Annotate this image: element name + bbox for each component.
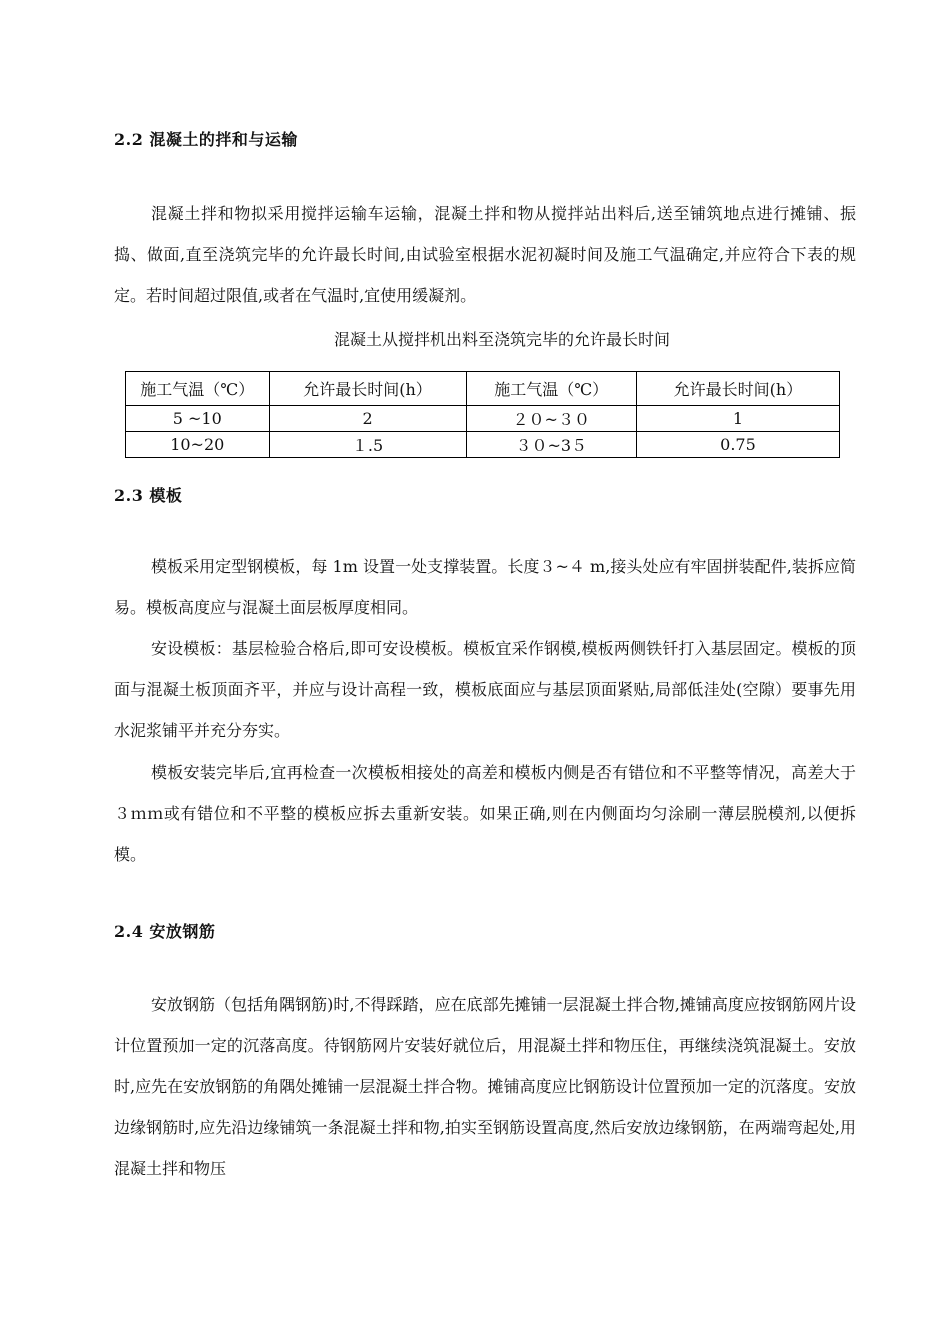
- section-heading-2-2: 2.2 混凝土的拌和与运输: [114, 130, 298, 149]
- section-heading-2-3: 2.3 模板: [114, 486, 183, 505]
- paragraph-formwork-spec: 模板采用定型钢模板，每 1m 设置一处支撑装置。长度３~４ m,接头处应有牢固拼装配件,装拆应简易。模板高度应与混凝土面层板厚度相同。: [114, 557, 856, 617]
- table-cell: 0.75: [636, 432, 839, 458]
- table-row: [126, 432, 840, 458]
- allowed-time-table: [125, 371, 840, 458]
- table-header-cell: 允许最长时间(h）: [269, 372, 466, 406]
- table-header-row: [126, 372, 840, 406]
- table-caption: 混凝土从搅拌机出料至浇筑完毕的允许最长时间: [333, 330, 670, 349]
- section-heading-2-4: 2.4 安放钢筋: [114, 922, 216, 941]
- table-cell: 10~20: [126, 432, 270, 458]
- paragraph-formwork-install: 安设模板：基层检验合格后,即可安设模板。模板宜采作钢模,模板两侧铁钎打入基层固定。模板的顶面与混凝土板顶面齐平，并应与设计高程一致，模板底面应与基层顶面紧贴,局部低洼处(空隙）要事先用水泥浆铺平并充分夯实。: [114, 639, 856, 740]
- paragraph-mixing-transport: 混凝土拌和物拟采用搅拌运输车运输，混凝土拌和物从搅拌站出料后,送至铺筑地点进行摊铺、振捣、做面,直至浇筑完毕的允许最长时间,由试验室根据水泥初凝时间及施工气温确定,并应符合下表的规定。若时间超过限值,或者在气温时,宜使用缓凝剂。: [114, 204, 856, 305]
- table-row: [126, 406, 840, 432]
- table-cell: 2: [269, 406, 466, 432]
- table-cell: 1: [636, 406, 839, 432]
- paragraph-rebar-placement: 安放钢筋（包括角隅钢筋)时,不得踩踏，应在底部先摊铺一层混凝土拌合物,摊铺高度应按钢筋网片设计位置预加一定的沉落高度。待钢筋网片安装好就位后，用混凝土拌和物压住，再继续浇筑混凝土。安放时,应先在安放钢筋的角隅处摊铺一层混凝土拌合物。摊铺高度应比钢筋设计位置预加一定的沉落度。安放边缘钢筋时,应先沿边缘铺筑一条混凝土拌和物,拍实至钢筋设置高度,然后安放边缘钢筋，在两端弯起处,用混凝土拌和物压: [114, 995, 856, 1178]
- table-header-cell: 允许最长时间(h）: [636, 372, 839, 406]
- table-header-cell: 施工气温（℃）: [466, 372, 636, 406]
- paragraph-formwork-check: 模板安装完毕后,宜再检查一次模板相接处的高差和模板内侧是否有错位和不平整等情况，高差大于３ｍｍ或有错位和不平整的模板应拆去重新安装。如果正确,则在内侧面均匀涂刷一薄层脱模剂,以便拆模。: [114, 763, 856, 864]
- table-header-cell: 施工气温（℃）: [126, 372, 270, 406]
- table-cell: 5 ~10: [126, 406, 270, 432]
- table-cell: ３０~3５: [466, 432, 636, 458]
- table-cell: ２０~３０: [466, 406, 636, 432]
- table-cell: １.5: [269, 432, 466, 458]
